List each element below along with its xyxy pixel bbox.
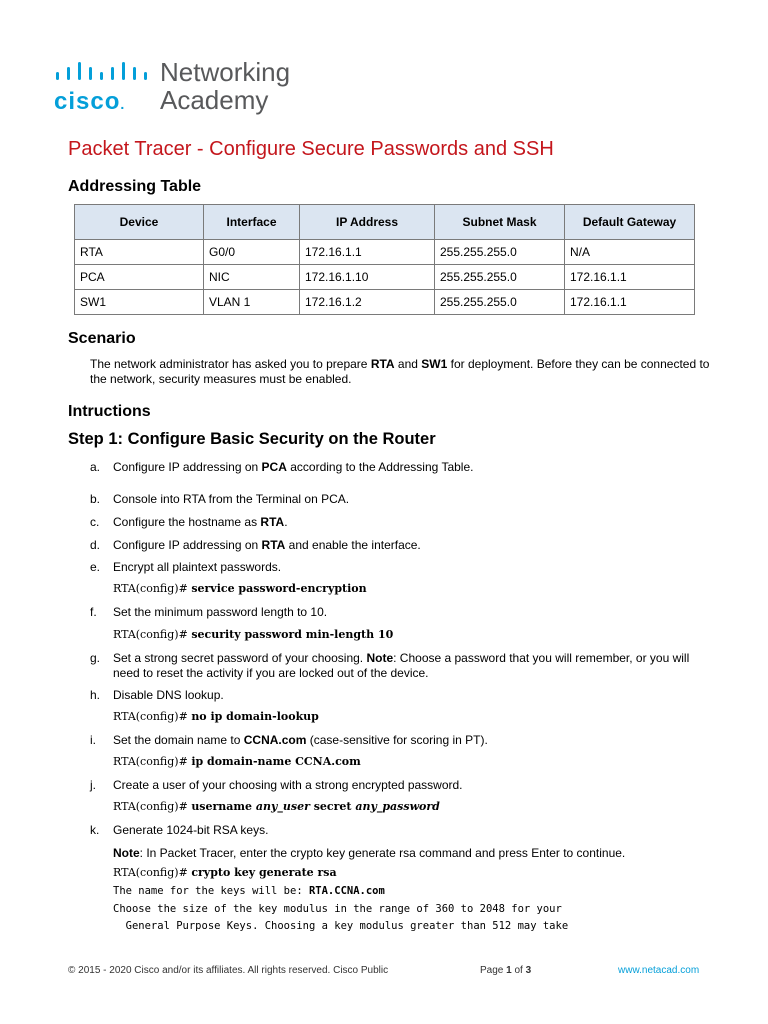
table-cell: 172.16.1.1 [300, 240, 435, 265]
column-header: Subnet Mask [435, 205, 565, 240]
command-line: RTA(config)# service password-encryption [113, 582, 367, 595]
terminal-output: The name for the keys will be: RTA.CCNA.com [113, 885, 385, 897]
command-line: RTA(config)# username any_user secret any_password [113, 800, 440, 813]
table-cell: 172.16.1.10 [300, 265, 435, 290]
footer-page-number: Page 1 of 3 [480, 965, 532, 976]
cisco-bridge-icon [54, 60, 152, 86]
command-line: RTA(config)# security password min-length 10 [113, 628, 394, 641]
footer-copyright: © 2015 - 2020 Cisco and/or its affiliates. All rights reserved. Cisco Public [68, 965, 389, 976]
cisco-networking-academy-logo [54, 57, 314, 120]
note-text: Note: In Packet Tracer, enter the crypto key generate rsa command and press Enter to continue. [113, 846, 626, 860]
table-cell: 172.16.1.1 [565, 290, 695, 315]
column-header: Default Gateway [565, 205, 695, 240]
table-cell: G0/0 [204, 240, 300, 265]
table-cell: 172.16.1.2 [300, 290, 435, 315]
table-row [75, 290, 695, 315]
table-cell: PCA [75, 265, 204, 290]
addressing-table-heading: Addressing Table [68, 178, 202, 195]
column-header: Device [75, 205, 204, 240]
table-cell: 172.16.1.1 [565, 265, 695, 290]
column-header: IP Address [300, 205, 435, 240]
table-row [75, 240, 695, 265]
table-cell: 255.255.255.0 [435, 290, 565, 315]
table-header-row [75, 205, 695, 240]
instructions-heading: Intructions [68, 403, 151, 420]
table-cell: SW1 [75, 290, 204, 315]
step-1-heading: Step 1: Configure Basic Security on the Router [68, 430, 436, 448]
scenario-paragraph: The network administrator has asked you to prepare RTA and SW1 for deployment. Before they can be connected to the network, security measures must be enabled. [90, 357, 710, 386]
table-cell: VLAN 1 [204, 290, 300, 315]
addressing-table [74, 204, 695, 315]
scenario-heading: Scenario [68, 330, 136, 347]
cisco-wordmark: cisco. [54, 88, 126, 115]
table-cell: NIC [204, 265, 300, 290]
terminal-output: General Purpose Keys. Choosing a key modulus greater than 512 may take [113, 920, 569, 932]
logo-networking-text: Networking [160, 57, 291, 87]
table-cell: 255.255.255.0 [435, 265, 565, 290]
table-row [75, 265, 695, 290]
command-line: RTA(config)# crypto key generate rsa [113, 866, 337, 879]
document-title: Packet Tracer - Configure Secure Passwords and SSH [68, 138, 554, 160]
table-cell: N/A [565, 240, 695, 265]
logo-academy-text: Academy [160, 85, 269, 115]
footer-url-link[interactable]: www.netacad.com [618, 965, 700, 976]
column-header: Interface [204, 205, 300, 240]
command-line: RTA(config)# no ip domain-lookup [113, 710, 319, 723]
table-cell: 255.255.255.0 [435, 240, 565, 265]
terminal-output: Choose the size of the key modulus in the range of 360 to 2048 for your [113, 903, 562, 915]
table-cell: RTA [75, 240, 204, 265]
command-line: RTA(config)# ip domain-name CCNA.com [113, 755, 361, 768]
